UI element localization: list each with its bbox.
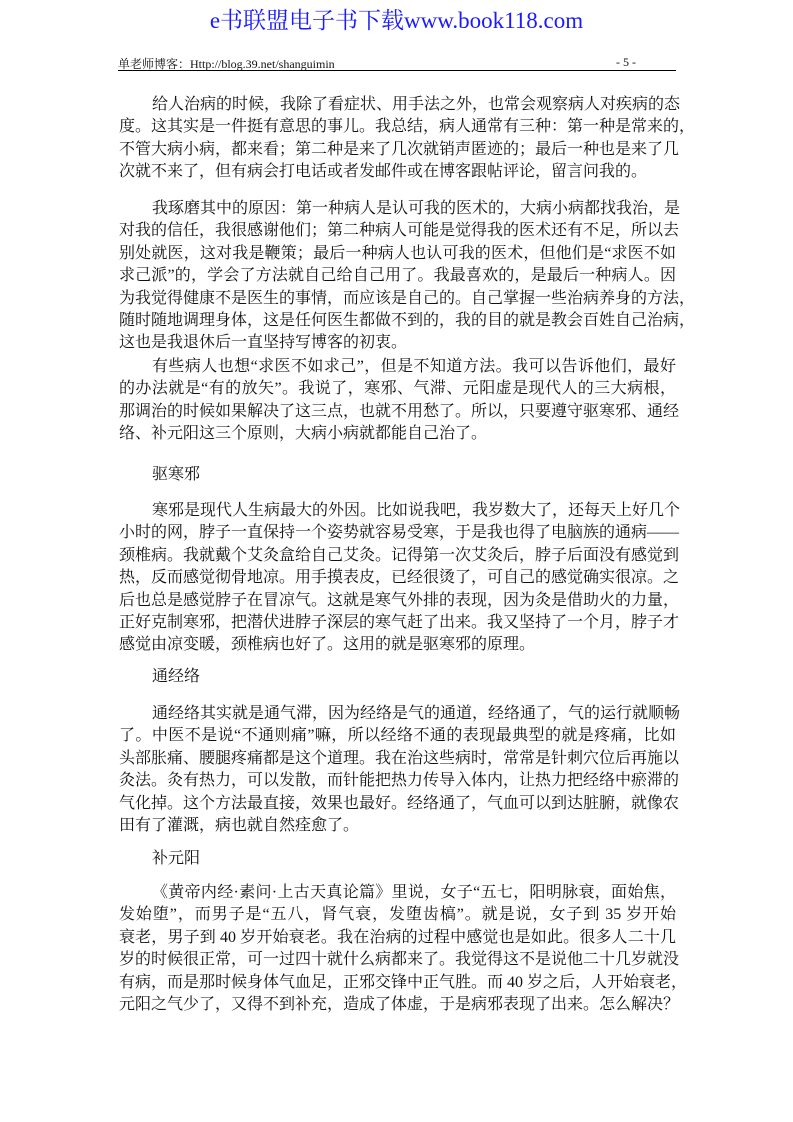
text-line: 岁的时候很正常，可一过四十就什么病都来了。我觉得这不是说他二十几岁就没 <box>119 951 680 969</box>
text-line: 正好克制寒邪，把潜伏进脖子深层的寒气赶了出来。我又坚持了一个月，脖子才 <box>119 613 680 631</box>
running-header <box>118 55 676 71</box>
section-heading: 通经络 <box>152 668 201 685</box>
section-heading: 驱寒邪 <box>152 466 201 483</box>
text-line: 灸法。灸有热力，可以发散，而针能把热力传导入体内，让热力把经络中瘀滞的 <box>119 772 680 790</box>
paragraph <box>119 703 681 837</box>
text-line: 发始堕”，而男子是“五八，肾气衰，发堕齿槁”。就是说，女子到 35 岁开始 <box>119 906 676 924</box>
text-line: 头部胀痛、腰腿疼痛都是这个道理。我在治这些病时，常常是针刺穴位后再施以 <box>119 749 680 767</box>
text-line: 别处就医，这对我是鞭策；最后一种病人也认可我的医术，但他们是“求医不如 <box>119 244 676 262</box>
text-line: 有病，而是那时候身体气血足，正邪交锋中正气胜。而 40 岁之后，人开始衰老， <box>119 973 688 991</box>
text-line: 《黄帝内经·素问·上古天真论篇》里说，女子“五七，阳明脉衰，面始焦， <box>152 884 676 901</box>
text-line: 小时的网，脖子一直保持一个姿势就容易受寒，于是我也得了电脑族的通病—— <box>119 524 680 542</box>
text-line: 求己派”的，学会了方法就自己给自己用了。我最喜欢的，是最后一种病人。因 <box>119 267 676 285</box>
text-line: 随时随地调理身体，这是任何医生都做不到的，我的目的就是教会百姓自己治病， <box>119 311 696 329</box>
paragraph <box>119 356 680 446</box>
text-line: 那调治的时候如果解决了这三点，也就不用愁了。所以，只要遵守驱寒邪、通经 <box>119 402 680 420</box>
text-line: 我琢磨其中的原因：第一种病人是认可我的医术的，大病小病都找我治，是 <box>152 200 681 217</box>
text-line: 衰老，男子到 40 岁开始衰老。我在治病的过程中感觉也是如此。很多人二十几 <box>119 928 676 946</box>
text-line: 寒邪是现代人生病最大的外因。比如说我吧，我岁数大了，还每天上好几个 <box>152 502 681 519</box>
text-line: 给人治病的时候，我除了看症状、用手法之外，也常会观察病人对疾病的态 <box>152 96 681 113</box>
text-line: 田有了灌溉，病也就自然痊愈了。 <box>119 816 360 834</box>
text-line: 感觉由凉变暖，颈椎病也好了。这用的就是驱寒邪的原理。 <box>119 636 536 654</box>
site-banner: e书联盟电子书下载www.book118.com <box>209 8 584 33</box>
paragraph <box>119 500 681 657</box>
text-line: 气化掉。这个方法最直接，效果也最好。经络通了，气血可以到达脏腑，就像农 <box>119 794 680 812</box>
text-line: 为我觉得健康不是医生的事情，而应该是自己的。自己掌握一些治病养身的方法， <box>119 289 696 307</box>
section-heading: 补元阳 <box>152 850 201 867</box>
text-line: 次就不来了，但有病会打电话或者发邮件或在博客跟帖评论，留言问我的。 <box>119 163 648 181</box>
text-line: 元阳之气少了，又得不到补充，造成了体虚，于是病邪表现了出来。怎么解决？ <box>119 995 680 1013</box>
text-line: 对我的信任，我很感谢他们；第二种病人可能是觉得我的医术还有不足，所以去 <box>119 222 680 240</box>
text-line: 热，反而感觉彻骨地凉。用手摸表皮，已经很烫了，可自己的感觉确实很凉。之 <box>119 569 680 587</box>
blog-address: 单老师博客：Http://blog.39.net/shanguimin <box>118 57 335 71</box>
text-line: 有些病人也想“求医不如求己”，但是不知道方法。我可以告诉他们，最好 <box>152 358 676 375</box>
text-line: 度。这其实是一件挺有意思的事儿。我总结，病人通常有三种：第一种是常来的， <box>119 118 696 136</box>
page-number: - 5 - <box>616 55 636 69</box>
text-line: 络、补元阳这三个原则，大病小病就都能自己治了。 <box>119 425 488 443</box>
text-line: 这也是我退休后一直坚持写博客的初衷。 <box>119 334 408 352</box>
text-line: 后也总是感觉脖子在冒凉气。这就是寒气外排的表现，因为灸是借助火的力量， <box>119 591 680 609</box>
text-line: 不管大病小病，都来看；第二种是来了几次就销声匿迹的；最后一种也是来了几 <box>119 140 680 158</box>
text-line: 颈椎病。我就戴个艾灸盒给自己艾灸。记得第一次艾灸后，脖子后面没有感觉到 <box>119 546 680 564</box>
text-line: 了。中医不是说“不通则痛”嘛，所以经络不通的表现最典型的就是疼痛，比如 <box>119 727 676 745</box>
paragraph <box>119 94 696 184</box>
text-line: 的办法就是“有的放矢”。我说了，寒邪、气滞、元阳虚是现代人的三大病根， <box>119 380 676 398</box>
paragraph <box>119 882 688 1016</box>
paragraph <box>119 198 696 355</box>
text-line: 通经络其实就是通气滞，因为经络是气的通道，经络通了，气的运行就顺畅 <box>152 705 681 722</box>
